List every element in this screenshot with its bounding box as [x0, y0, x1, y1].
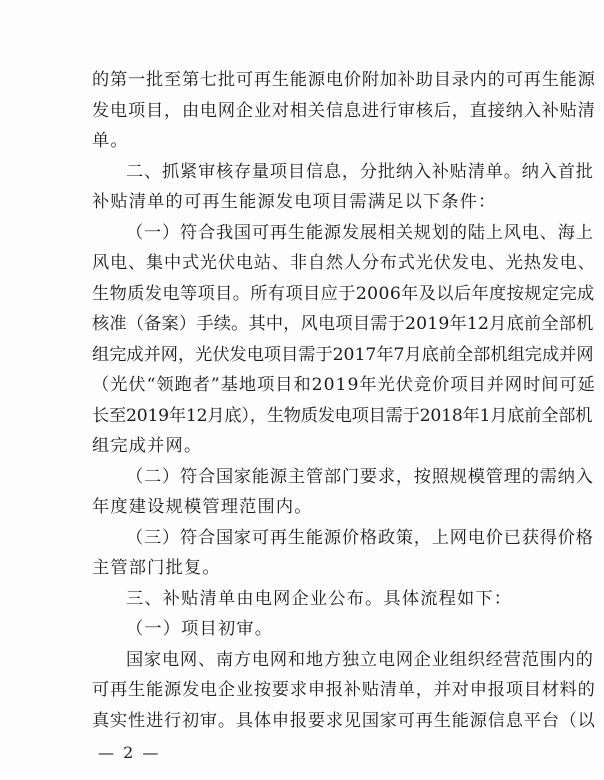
- page-number: — 2 —: [98, 743, 161, 762]
- text-line: 可再生能源发电企业按要求申报补贴清单，并对申报项目材料的: [92, 680, 596, 700]
- text-line: 长至2019年12月底），生物质发电项目需于2018年1月底前全部机: [92, 406, 593, 426]
- text-line: （光伏“领跑者”基地项目和2019年光伏竞价项目并网时间可延: [92, 375, 596, 395]
- text-line: 国家电网、南方电网和地方独立电网企业组织经营范围内的: [126, 650, 594, 670]
- text-line: 单。: [92, 131, 129, 151]
- text-line: 的第一批至第七批可再生能源电价附加补助目录内的可再生能源: [92, 70, 596, 90]
- text-line: 年度建设规模管理范围内。: [92, 497, 313, 517]
- text-line: 组完成并网，光伏发电项目需于2017年7月底前全部机组完成并网: [92, 345, 594, 365]
- text-line: 生物质发电等项目。所有项目应于2006年及以后年度按规定完成: [92, 284, 595, 304]
- text-line: （二）符合国家能源主管部门要求，按照规模管理的需纳入: [126, 467, 594, 487]
- text-line: 三、补贴清单由电网企业公布。具体流程如下：: [126, 589, 513, 609]
- text-line: 核准（备案）手续。其中，风电项目需于2019年12月底前全部机: [92, 314, 594, 334]
- text-line: 主管部门批复。: [92, 558, 221, 578]
- text-line: 发电项目，由电网企业对相关信息进行审核后，直接纳入补贴清: [92, 101, 596, 121]
- text-line: 二、抓紧审核存量项目信息，分批纳入补贴清单。纳入首批: [126, 162, 594, 182]
- text-line: （三）符合国家可再生能源价格政策，上网电价已获得价格: [126, 528, 594, 548]
- text-line: 补贴清单的可再生能源发电项目需满足以下条件：: [92, 192, 497, 212]
- text-line: 组完成并网。: [92, 436, 203, 456]
- text-line: 风电、集中式光伏电站、非自然人分布式光伏发电、光热发电、: [92, 253, 596, 273]
- text-line: （一）项目初审。: [126, 619, 274, 639]
- text-line: 真实性进行初审。具体申报要求见国家可再生能源信息平台（以: [92, 711, 596, 731]
- text-line: （一）符合我国可再生能源发展相关规划的陆上风电、海上: [126, 223, 594, 243]
